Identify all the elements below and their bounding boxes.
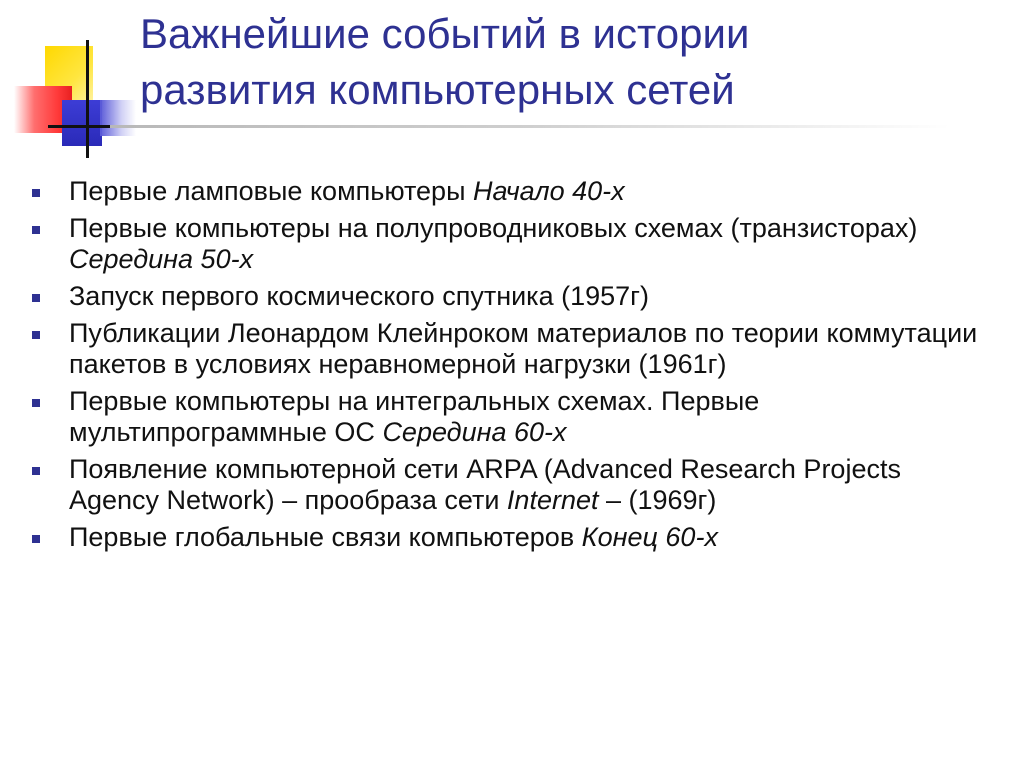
bullet-square-icon bbox=[32, 467, 40, 475]
bullet-square-icon bbox=[32, 189, 40, 197]
bullet-italic-text: Середина 50-х bbox=[69, 244, 254, 274]
bullet-italic-text: Конец 60-х bbox=[581, 522, 718, 552]
title-underline bbox=[110, 125, 950, 128]
bullet-item bbox=[32, 281, 992, 312]
bullet-item bbox=[32, 176, 992, 207]
bullet-square-icon bbox=[32, 331, 40, 339]
bullet-text: Публикации Леонардом Клейнроком материалов по теории коммутации пакетов в условиях неравномерной нагрузки (1961г) bbox=[69, 318, 978, 379]
bullet-square-icon bbox=[32, 226, 40, 234]
logo-blue-square bbox=[62, 100, 102, 146]
bullet-square-icon bbox=[32, 399, 40, 407]
bullet-text: Первые глобальные связи компьютеров bbox=[69, 522, 582, 552]
bullet-item bbox=[32, 522, 992, 553]
bullet-tail-text: – (1969г) bbox=[598, 485, 717, 515]
title-line-1: Важнейшие событий в истории bbox=[140, 10, 750, 57]
bullet-square-icon bbox=[32, 535, 40, 543]
title-line-2: развития компьютерных сетей bbox=[140, 66, 735, 113]
bullet-square-icon bbox=[32, 294, 40, 302]
logo-vertical-line bbox=[86, 40, 89, 158]
logo-blue-fade bbox=[100, 100, 136, 136]
bullet-text: Первые ламповые компьютеры bbox=[69, 176, 473, 206]
bullet-text: Запуск первого космического спутника (1957г) bbox=[69, 281, 649, 311]
bullet-italic-text: Начало 40-х bbox=[473, 176, 625, 206]
bullet-text: Первые компьютеры на интегральных схемах. Первые мультипрограммные ОС bbox=[69, 386, 760, 447]
bullet-text: Первые компьютеры на полупроводниковых схемах (транзисторах) bbox=[69, 213, 918, 243]
bullet-text: Появление компьютерной сети ARPA (Advanced Research Projects Agency Network) – прообраза сети bbox=[69, 454, 901, 515]
bullet-item bbox=[32, 213, 992, 275]
bullet-italic-text: Internet bbox=[506, 485, 599, 515]
bullet-item bbox=[32, 386, 992, 448]
bullet-list bbox=[32, 176, 992, 559]
slide-title bbox=[140, 6, 1000, 118]
bullet-italic-text: Середина 60-х bbox=[382, 417, 567, 447]
bullet-item bbox=[32, 454, 992, 516]
bullet-item bbox=[32, 318, 992, 380]
decorative-logo bbox=[0, 0, 140, 165]
